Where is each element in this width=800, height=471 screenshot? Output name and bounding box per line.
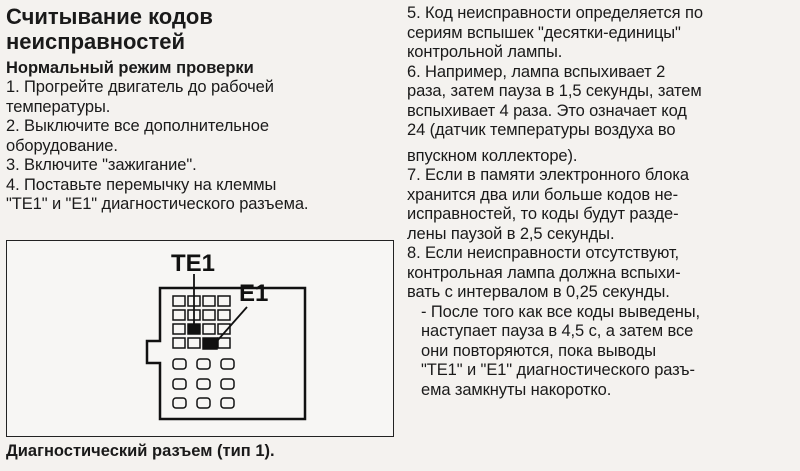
step-7-line-1: 7. Если в памяти электронного блока — [407, 166, 689, 184]
terminal — [188, 338, 200, 348]
terminal — [173, 338, 185, 348]
connector-outline — [147, 288, 305, 419]
step-2-line-2: оборудование. — [6, 136, 118, 155]
step-8-line-3: вать с интервалом в 0,25 секунды. — [407, 283, 670, 301]
left-column — [6, 4, 394, 215]
connector-diagram — [6, 240, 394, 437]
terminal-e1 — [203, 338, 217, 349]
step-8-line-1: 8. Если неисправности отсутствуют, — [407, 244, 679, 262]
step-1-line-1: 1. Прогрейте двигатель до рабочей — [6, 78, 274, 96]
label-e1: E1 — [239, 280, 269, 307]
diagram-caption: Диагностический разъем (тип 1). — [6, 442, 275, 460]
terminal — [173, 310, 185, 320]
terminal — [218, 310, 230, 320]
note-line-4: "TE1" и "E1" диагностического разъ- — [421, 361, 695, 379]
step-7-line-2: хранится два или больше кодов не- — [407, 185, 679, 204]
step-8-line-2: контрольная лампа должна вспыхи- — [407, 263, 681, 282]
terminal — [173, 324, 185, 334]
right-column — [407, 4, 795, 400]
step-6-line-5: впускном коллекторе). — [407, 146, 578, 165]
step-6-line-1: 6. Например, лампа вспыхивает 2 — [407, 62, 666, 81]
note-line-3: они повторяются, пока выводы — [421, 341, 656, 360]
terminal — [221, 379, 234, 389]
step-5-line-2: сериям вспышек "десятки-единицы" — [407, 23, 681, 42]
terminal-te1 — [188, 324, 200, 334]
step-3: 3. Включите "зажигание". — [6, 156, 197, 174]
terminal — [197, 359, 210, 369]
terminal — [203, 324, 215, 334]
step-6-line-2: раза, затем пауза в 1,5 секунды, затем — [407, 82, 702, 100]
note-line-1: - После того как все коды выведены, — [421, 302, 701, 321]
subtitle: Нормальный режим проверки — [6, 59, 254, 77]
label-te1: TE1 — [171, 250, 216, 277]
terminal — [197, 398, 210, 408]
terminal — [218, 296, 230, 306]
step-7-line-3: исправностей, то коды будут разде- — [407, 205, 679, 223]
step-4-line-1: 4. Поставьте перемычку на клеммы — [6, 175, 277, 194]
step-1-line-2: температуры. — [6, 97, 111, 116]
note-line-5: ема замкнуты накоротко. — [421, 380, 612, 399]
connector-drawing — [7, 241, 393, 436]
step-6-line-3: вспыхивает 4 раза. Это означает код — [407, 101, 687, 120]
terminal — [197, 379, 210, 389]
step-2-line-1: 2. Выключите все дополнительное — [6, 117, 269, 135]
note-line-2: наступает пауза в 4,5 с, а затем все — [421, 322, 694, 340]
terminal — [221, 398, 234, 408]
terminal — [218, 338, 230, 348]
step-7-line-4: лены паузой в 2,5 секунды. — [407, 224, 615, 243]
terminal — [203, 296, 215, 306]
terminal — [173, 296, 185, 306]
terminal — [173, 379, 186, 389]
step-4-line-2: "TE1" и "E1" диагностического разъема. — [6, 195, 309, 213]
title-line-2: неисправностей — [6, 29, 185, 54]
terminal — [173, 359, 186, 369]
terminal — [221, 359, 234, 369]
step-6-line-4: 24 (датчик температуры воздуха во — [407, 121, 676, 139]
step-5-line-1: 5. Код неисправности определяется по — [407, 4, 703, 22]
step-5-line-3: контрольной лампы. — [407, 43, 563, 61]
title-line-1: Считывание кодов — [6, 4, 213, 29]
terminal — [203, 310, 215, 320]
terminal — [173, 398, 186, 408]
